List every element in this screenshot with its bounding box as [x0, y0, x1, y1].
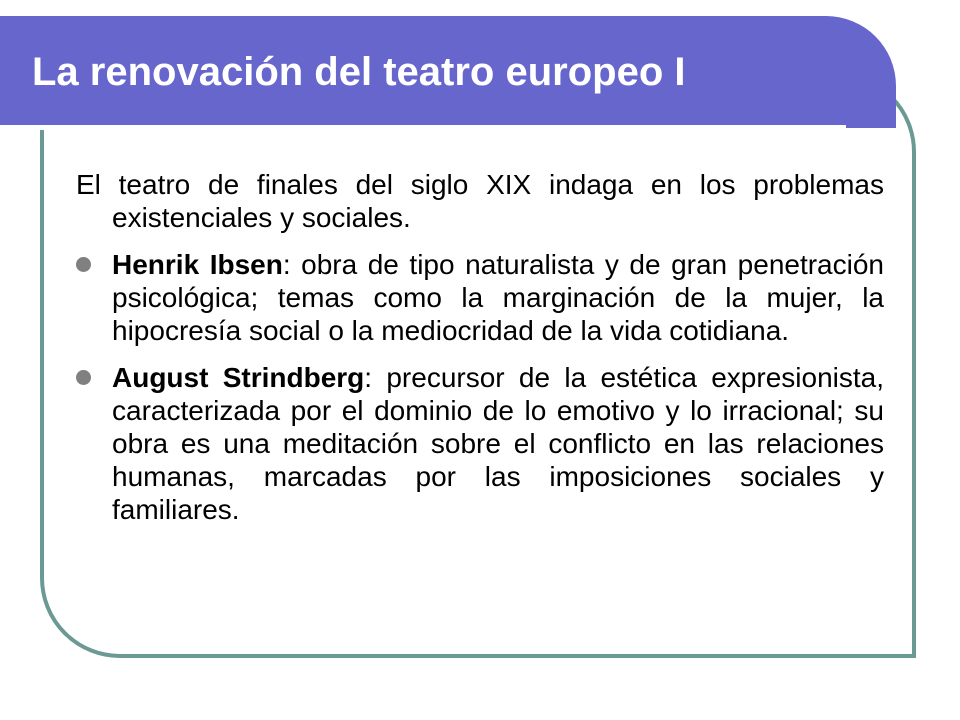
slide-title: La renovación del teatro europeo I	[32, 50, 686, 94]
bullet-icon	[76, 370, 91, 385]
bullet-description: : obra de tipo naturalista y de gran penetración psicológica; temas como la marginación de la mujer, la hipocresía social o la mediocridad de la vida cotidiana.	[112, 249, 884, 346]
title-underline	[0, 125, 846, 130]
bullet-icon	[76, 257, 91, 272]
bullet-description: : precursor de la estética expresionista, caracterizada por el dominio de lo emotivo y lo irracional; su obra es una meditación sobre el conflicto en las relaciones humanas, marcadas por las imposiciones sociales y familiares.	[112, 362, 884, 525]
intro-paragraph: El teatro de finales del siglo XIX indaga en los problemas existenciales y sociales.	[76, 169, 884, 233]
bullet-item-ibsen	[76, 248, 884, 347]
slide-body	[76, 168, 884, 540]
bullet-item-strindberg	[76, 361, 884, 526]
bullet-author-name: Henrik Ibsen	[112, 249, 283, 280]
bullet-author-name: August Strindberg	[112, 362, 365, 393]
